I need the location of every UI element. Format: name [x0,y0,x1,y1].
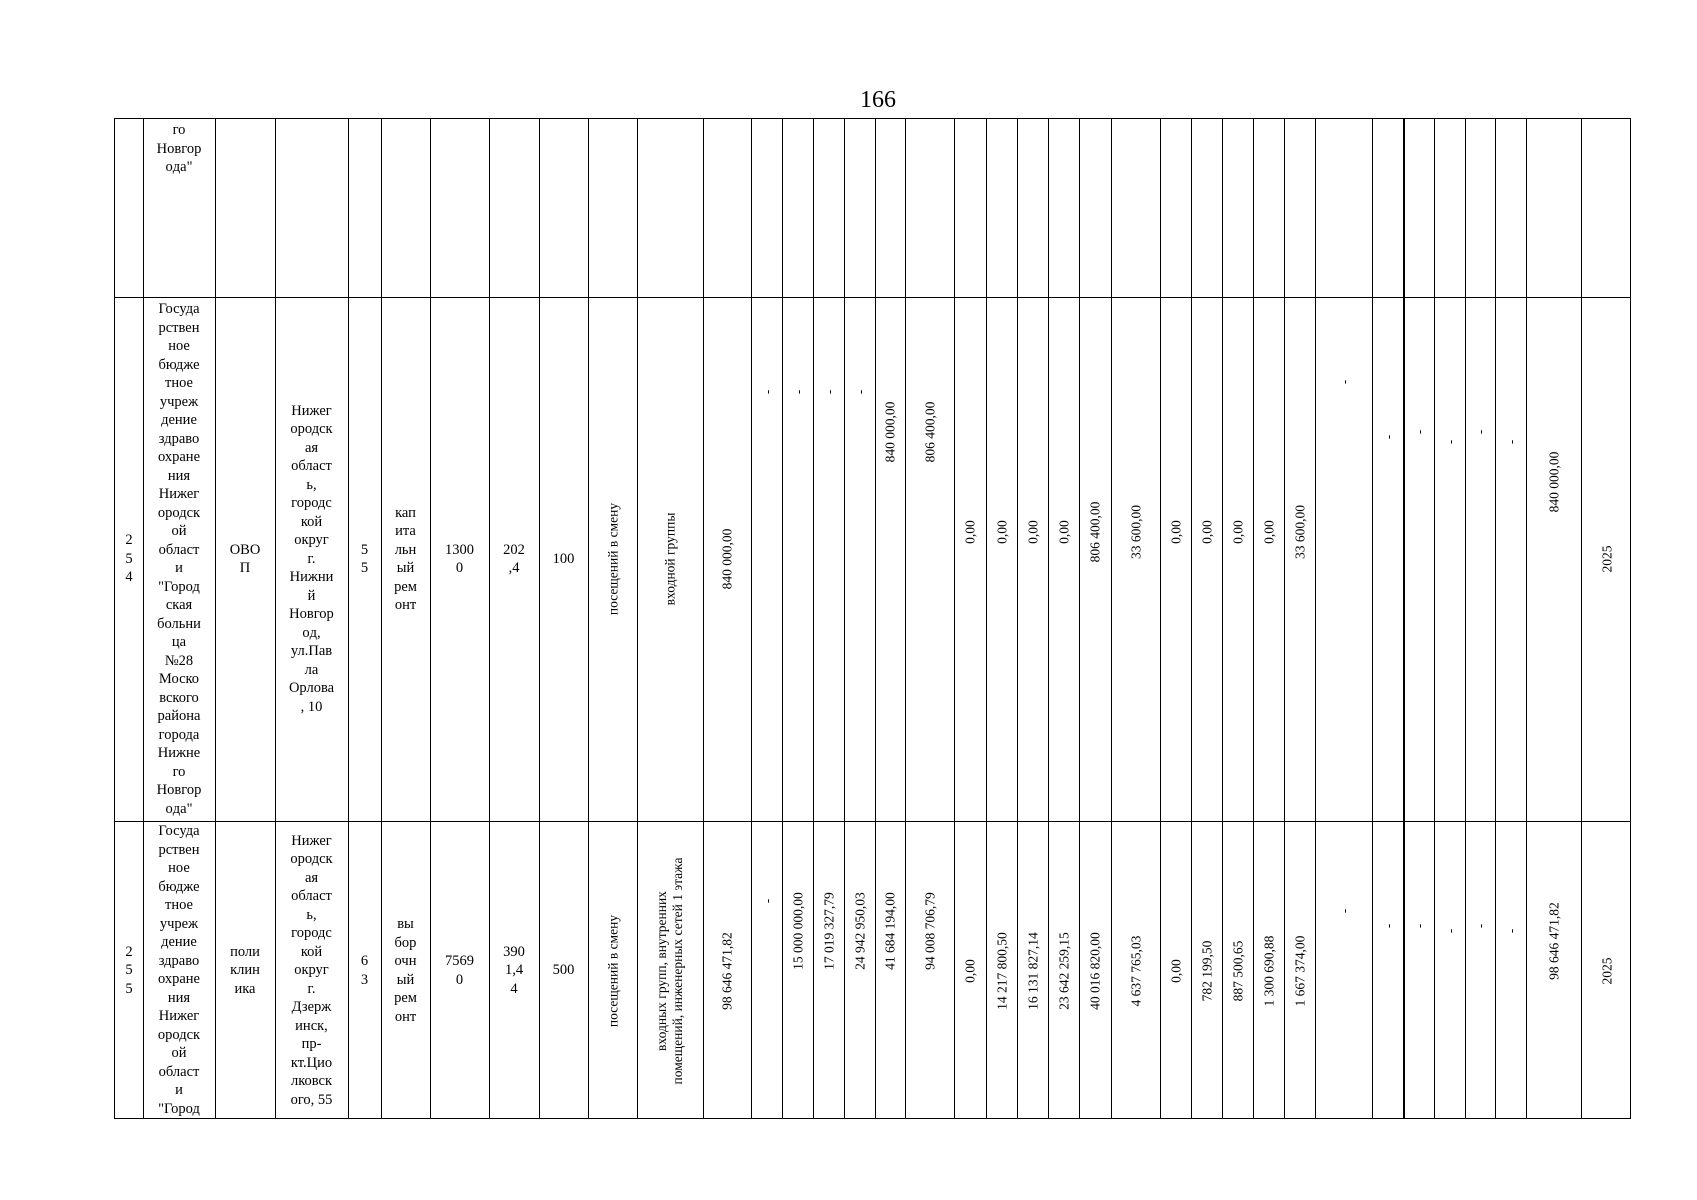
value-cell: - [1380,434,1395,440]
facility-type-cell: поли клин ика [230,943,260,997]
value-cell: - [759,898,774,904]
area-cell: 390 1,4 4 [503,943,525,997]
value-cell: 840 000,00 [882,401,898,463]
value-cell: 40 016 820,00 [1087,931,1103,1010]
value-cell: 41 684 194,00 [882,892,898,970]
total-cost-cell: 840 000,00 [719,528,735,590]
institution-name-cell: Госуда рствен ное бюдже тное учреж дение здраво охране ния Нижег ородск ой област и "Город [157,823,201,1117]
value-cell: 17 019 327,79 [821,892,836,970]
value-cell: - [1411,923,1426,929]
area-cell: 1300 0 [445,541,474,576]
value-cell: 0,00 [1199,520,1214,544]
value-cell: - [1442,439,1457,445]
value-cell: 1 667 374,00 [1292,935,1307,1006]
value-cell: 24 942 950,03 [852,892,867,970]
capacity-unit-cell: посещений в смену [605,502,620,616]
value-cell: - [852,389,867,395]
value-cell: 887 500,65 [1230,940,1245,1001]
code-cell: 6 3 [360,953,369,988]
area-cell: 202 ,4 [503,541,525,576]
value-cell: 0,00 [1025,520,1040,544]
capacity-unit-cell: посещений в смену [605,914,620,1027]
row-number-cell: 2 5 5 [125,943,133,997]
value-cell: 0,00 [1168,958,1183,983]
value-cell: 98 646 471,82 [1546,902,1561,980]
capacity-cell: 100 [552,550,575,567]
work-scope-line: входных групп, внутренних [654,890,669,1051]
value-cell: 0,00 [1261,520,1276,544]
value-cell: - [821,389,836,395]
value-cell: 0,00 [1230,520,1245,544]
value-cell: - [1472,923,1488,929]
value-cell: 1 300 690,88 [1261,935,1276,1006]
value-cell: - [759,389,774,395]
value-cell: 94 008 706,79 [922,892,937,970]
value-cell: 0,00 [962,520,978,544]
value-cell: 0,00 [1168,520,1183,544]
code-cell: 5 5 [360,541,369,576]
address-cell: Нижег ородск ая област ь, городс кой округ г. Дзерж инск, пр- кт.Цио лковск ого, 55 [290,832,333,1108]
value-cell: 16 131 827,14 [1025,931,1040,1010]
value-cell: - [1411,429,1426,435]
year-cell: 2025 [1599,545,1614,573]
value-cell: 23 642 259,15 [1056,931,1071,1010]
year-cell: 2025 [1599,957,1614,984]
work-type-cell: кап ита льн ый рем онт [394,504,417,613]
value-cell: 33 600,00 [1128,505,1143,559]
work-scope-cell [637,821,703,1120]
facility-type-cell: ОВО П [229,541,261,576]
value-cell: - [1503,928,1518,934]
row-number-cell: 2 5 4 [125,532,133,586]
value-cell: 806 400,00 [1087,501,1103,563]
area-cell: 7569 0 [445,953,474,988]
work-scope-cell: входной группы [662,512,678,606]
capacity-cell: 500 [552,962,575,979]
value-cell: 4 637 765,03 [1128,935,1143,1006]
value-cell: 33 600,00 [1292,505,1307,559]
value-cell: - [1472,429,1488,435]
value-cell: 0,00 [962,958,978,983]
page-number: 166 [860,87,896,113]
work-type-cell: вы бор очн ый рем онт [394,916,417,1025]
value-cell: - [1336,908,1351,914]
value-cell: 806 400,00 [922,401,937,463]
work-scope-line: помещений, инженерных сетей 1 этажа [670,857,685,1084]
institution-name-cell: го Новгор oда" [156,122,202,175]
value-cell: - [1380,923,1395,929]
address-cell: Нижег ородск ая област ь, городс кой округ г. Нижни й Новгор oд, ул.Пав ла Орлова , 10 [288,402,335,715]
value-cell: - [1442,928,1457,934]
value-cell: 782 199,50 [1199,940,1214,1001]
value-cell: - [1503,439,1518,445]
value-cell: - [790,389,805,395]
value-cell: 840 000,00 [1546,451,1561,513]
data-table [114,118,1631,1119]
value-cell: 15 000 000,00 [790,892,805,970]
value-cell: 14 217 800,50 [994,931,1009,1010]
value-cell: 0,00 [994,520,1009,544]
institution-name-cell: Госуда рствен ное бюдже тное учреж дение здраво охране ния Нижег ородск ой област и "Город ская больни ца №28 Моско вского района города Нижне го Новгор oда" [156,301,202,817]
value-cell: 0,00 [1056,520,1071,544]
value-cell: - [1336,379,1351,385]
total-cost-cell: 98 646 471,82 [719,931,735,1010]
